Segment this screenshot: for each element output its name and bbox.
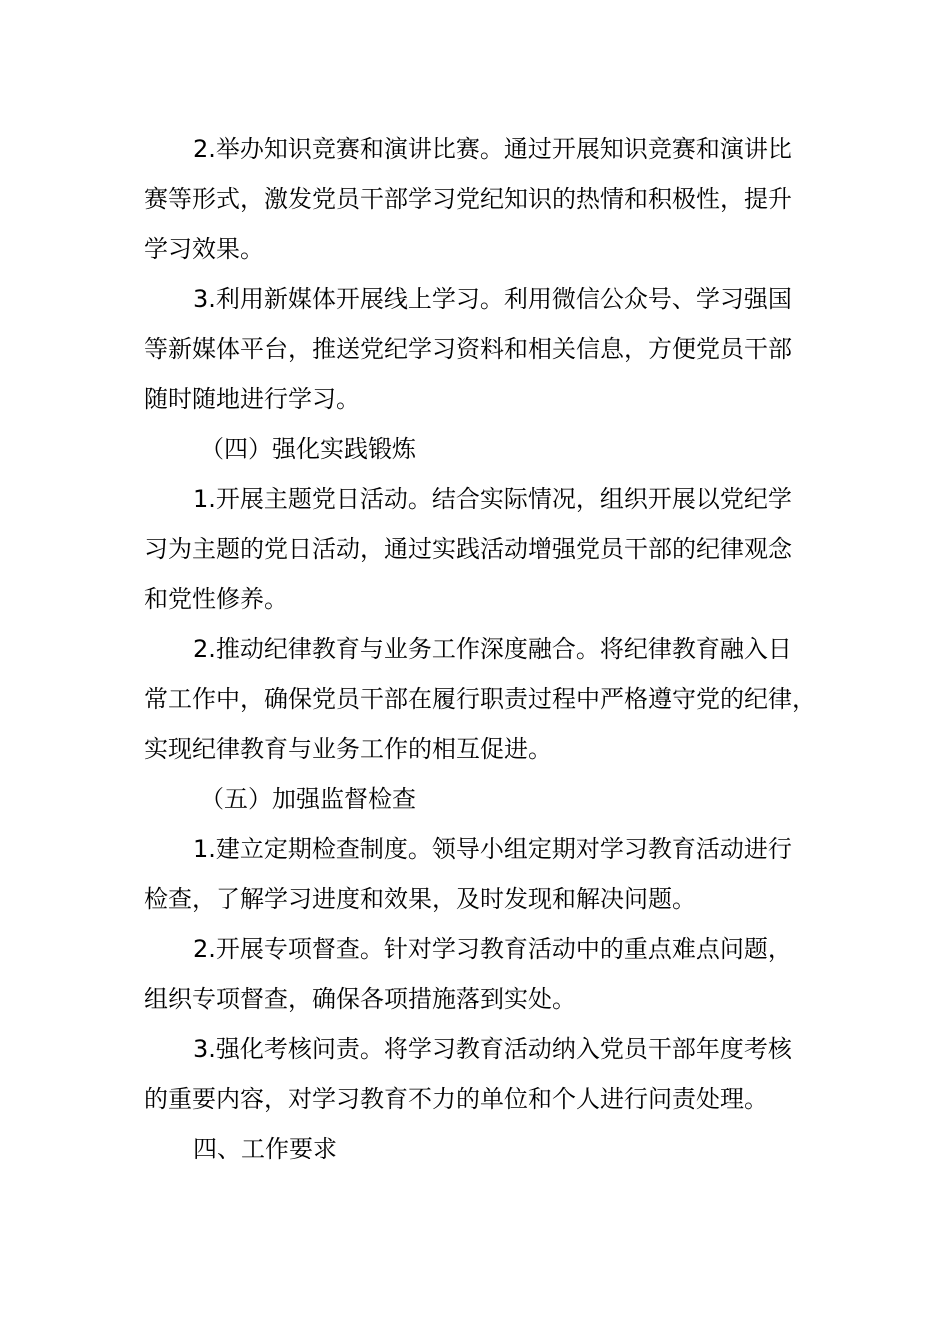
section-heading: 四、工作要求: [193, 1135, 337, 1163]
paragraph-line: 1.建立定期检查制度。领导小组定期对学习教育活动进行: [193, 835, 792, 863]
paragraph-line: 2.举办知识竞赛和演讲比赛。通过开展知识竞赛和演讲比: [193, 135, 792, 163]
paragraph-line: 2.开展专项督查。针对学习教育活动中的重点难点问题，: [193, 935, 792, 963]
paragraph-line: 学习效果。: [144, 235, 264, 263]
paragraph-line: 3.利用新媒体开展线上学习。利用微信公众号、学习强国: [193, 285, 792, 313]
paragraph-line: 1.开展主题党日活动。结合实际情况，组织开展以党纪学: [193, 485, 792, 513]
section-heading: （五）加强监督检查: [200, 785, 416, 813]
paragraph-line: 习为主题的党日活动，通过实践活动增强党员干部的纪律观念: [144, 535, 792, 563]
paragraph-line: 组织专项督查，确保各项措施落到实处。: [144, 985, 576, 1013]
paragraph-line: 常工作中，确保党员干部在履行职责过程中严格遵守党的纪律，: [144, 685, 816, 713]
paragraph-line: 实现纪律教育与业务工作的相互促进。: [144, 735, 552, 763]
paragraph-line: 和党性修养。: [144, 585, 288, 613]
section-heading: （四）强化实践锻炼: [200, 435, 416, 463]
paragraph-line: 随时随地进行学习。: [144, 385, 360, 413]
paragraph-line: 赛等形式，激发党员干部学习党纪知识的热情和积极性，提升: [144, 185, 792, 213]
paragraph-line: 3.强化考核问责。将学习教育活动纳入党员干部年度考核: [193, 1035, 792, 1063]
paragraph-line: 2.推动纪律教育与业务工作深度融合。将纪律教育融入日: [193, 635, 792, 663]
paragraph-line: 检查，了解学习进度和效果，及时发现和解决问题。: [144, 885, 696, 913]
paragraph-line: 的重要内容，对学习教育不力的单位和个人进行问责处理。: [144, 1085, 768, 1113]
paragraph-line: 等新媒体平台，推送党纪学习资料和相关信息，方便党员干部: [144, 335, 792, 363]
